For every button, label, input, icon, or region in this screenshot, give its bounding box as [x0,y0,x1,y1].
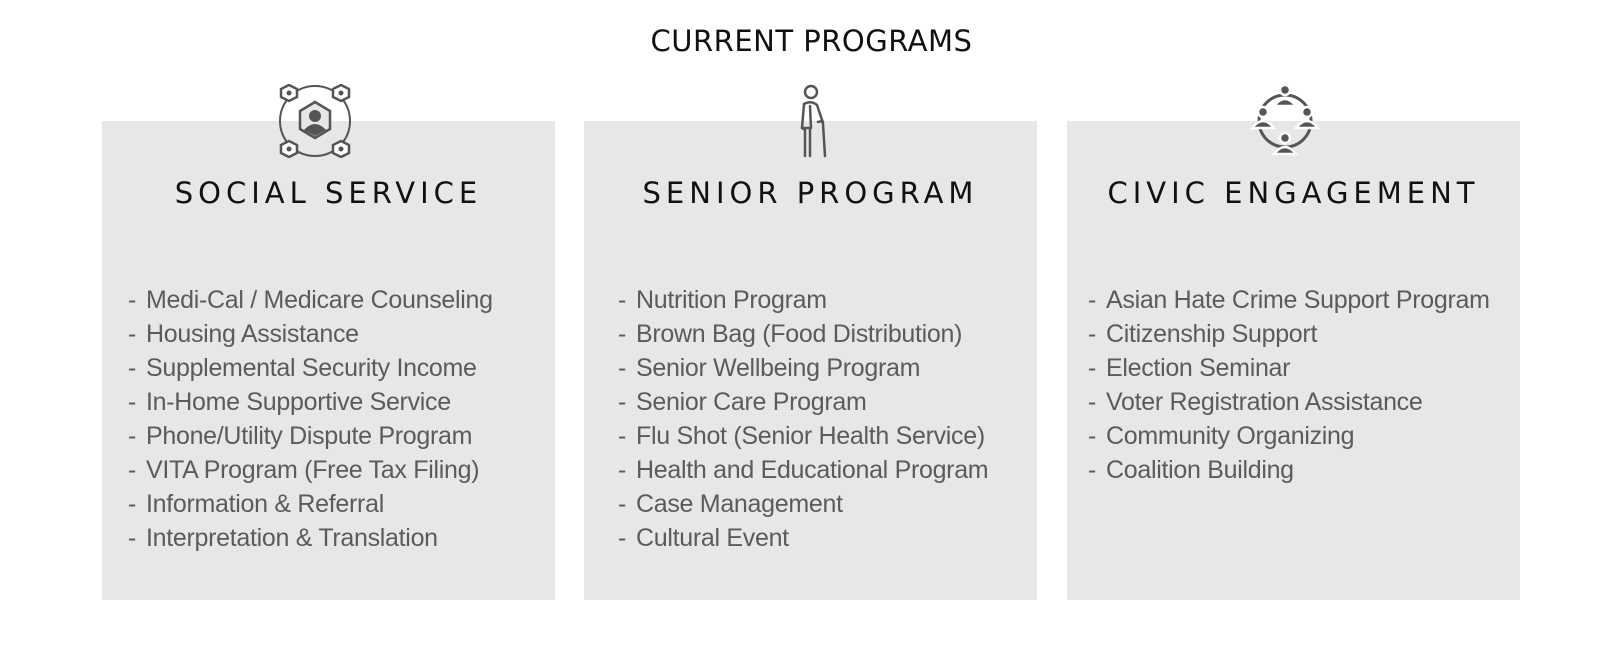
list-item-label: Coalition Building [1106,456,1294,484]
list-item: - Housing Assistance [128,320,359,348]
list-item: - Coalition Building [1088,456,1294,484]
list-item-label: Nutrition Program [636,286,827,314]
list-item: - Brown Bag (Food Distribution) [618,320,963,348]
list-item-label: Phone/Utility Dispute Program [146,422,473,450]
list-item: - Cultural Event [618,524,789,552]
list-item: - Election Seminar [1088,354,1291,382]
list-item-label: Asian Hate Crime Support Program [1106,286,1490,314]
list-item-label: Flu Shot (Senior Health Service) [636,422,985,450]
social-service-list [128,283,493,555]
list-item: - Flu Shot (Senior Health Service) [618,422,985,450]
page-title: CURRENT PROGRAMS [650,24,973,58]
list-item: - Asian Hate Crime Support Program [1088,286,1490,314]
senior-program-title: SENIOR PROGRAM [642,176,979,210]
list-item: - Case Management [618,490,843,518]
list-item-label: Cultural Event [636,524,789,552]
list-item: - Supplemental Security Income [128,354,477,382]
civic-engagement-list [1088,283,1490,487]
senior-program-list [618,283,988,555]
list-item: - Information & Referral [128,490,384,518]
list-item-label: In-Home Supportive Service [146,388,451,416]
senior-person-with-cane-icon [774,84,848,158]
list-item: - Senior Wellbeing Program [618,354,921,382]
list-item: - Community Organizing [1088,422,1355,450]
list-item: - Senior Care Program [618,388,867,416]
list-item: - Nutrition Program [618,286,827,314]
list-item: - Voter Registration Assistance [1088,388,1423,416]
list-item-label: Information & Referral [146,490,384,518]
list-item: - VITA Program (Free Tax Filing) [128,456,480,484]
list-item-label: Election Seminar [1106,354,1291,382]
list-item: - Medi-Cal / Medicare Counseling [128,286,493,314]
list-item-label: Voter Registration Assistance [1106,388,1423,416]
list-item-label: Interpretation & Translation [146,524,438,552]
civic-engagement-title: CIVIC ENGAGEMENT [1107,176,1480,210]
social-service-title: SOCIAL SERVICE [174,176,483,210]
list-item-label: Brown Bag (Food Distribution) [636,320,963,348]
list-item-label: Health and Educational Program [636,456,989,484]
list-item-label: Medi-Cal / Medicare Counseling [146,286,493,314]
list-item-label: Supplemental Security Income [146,354,477,382]
list-item: - In-Home Supportive Service [128,388,451,416]
list-item: - Health and Educational Program [618,456,989,484]
list-item: - Citizenship Support [1088,320,1318,348]
list-item: - Interpretation & Translation [128,524,438,552]
list-item-label: Community Organizing [1106,422,1355,450]
list-item-label: VITA Program (Free Tax Filing) [146,456,480,484]
social-service-network-icon [278,84,352,158]
list-item: - Phone/Utility Dispute Program [128,422,473,450]
list-item-label: Case Management [636,490,843,518]
list-item-label: Citizenship Support [1106,320,1318,348]
list-item-label: Senior Care Program [636,388,867,416]
list-item-label: Senior Wellbeing Program [636,354,921,382]
community-circle-icon [1248,84,1322,158]
list-item-label: Housing Assistance [146,320,359,348]
